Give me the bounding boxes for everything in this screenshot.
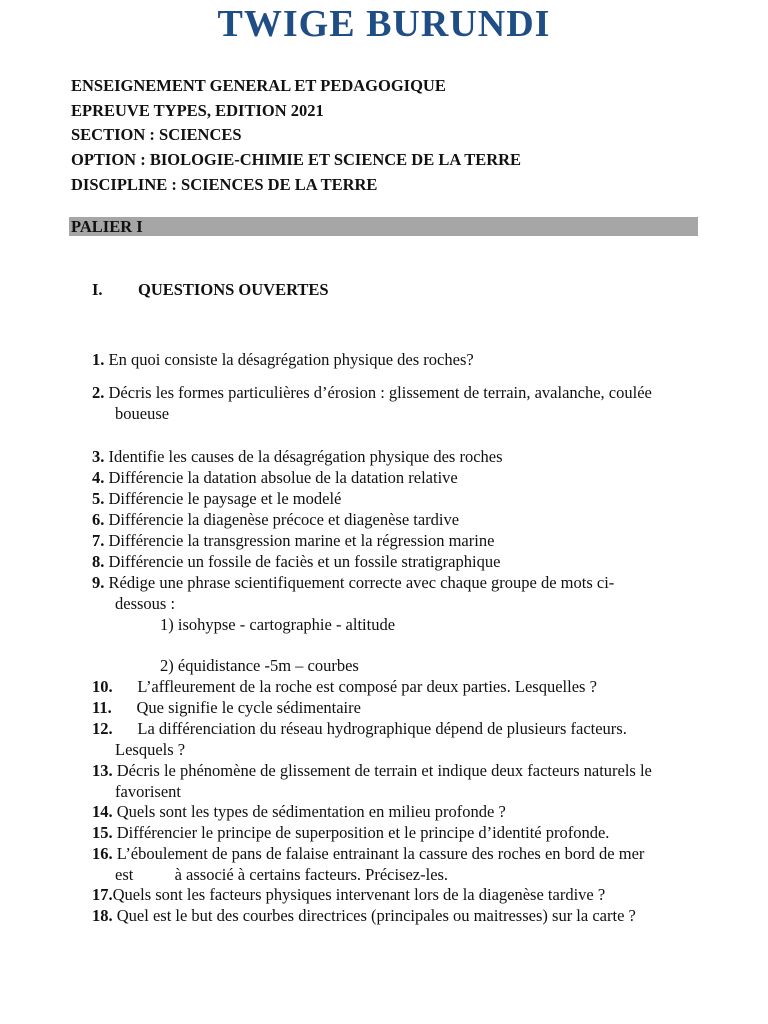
question-item	[92, 719, 702, 761]
question-item	[92, 677, 702, 698]
subitem: 1) isohypse - cartographie - altitude	[160, 615, 396, 634]
question-continuation: dessous :	[115, 593, 176, 613]
exam-header	[71, 74, 521, 198]
question-text: Différencie le paysage et le modelé	[108, 489, 342, 508]
question-number: 5.	[92, 489, 105, 508]
question-item	[92, 885, 702, 906]
question-text: Décris le phénomène de glissement de terrain et indique deux facteurs naturels le	[116, 761, 652, 780]
question-number: 10.	[92, 677, 113, 696]
brand-title: TWIGE BURUNDI	[217, 3, 551, 45]
question-text: Décris les formes particulières d’érosion : glissement de terrain, avalanche, coulée	[108, 383, 652, 402]
section-heading	[92, 280, 329, 300]
question-text: Différencier le principe de superposition et le principe d’identité profonde.	[116, 823, 610, 842]
palier-banner: PALIER I	[69, 217, 698, 236]
question-item	[92, 573, 702, 615]
question-text: Différencie la datation absolue de la datation relative	[108, 468, 458, 487]
header-line-section: SECTION : SCIENCES	[71, 125, 242, 145]
question-number: 12.	[92, 719, 113, 738]
question-item	[92, 510, 702, 531]
question-number: 17.	[92, 885, 113, 904]
question-item	[92, 906, 702, 927]
question-text: La différenciation du réseau hydrographique dépend de plusieurs facteurs.	[137, 719, 627, 738]
question-text: Différencie la transgression marine et la régression marine	[108, 531, 495, 550]
question-text: En quoi consiste la désagrégation physique des roches?	[108, 350, 474, 369]
question-number: 14.	[92, 802, 113, 821]
question-item	[92, 698, 702, 719]
question-number: 8.	[92, 552, 105, 571]
header-line-discipline: DISCIPLINE : SCIENCES DE LA TERRE	[71, 174, 378, 194]
question-item	[92, 823, 702, 844]
question-continuation: favorisent	[115, 781, 181, 801]
question-item	[92, 383, 702, 425]
question-number: 4.	[92, 468, 105, 487]
question-item	[92, 761, 702, 803]
question-number: 15.	[92, 823, 113, 842]
question-item	[92, 447, 702, 468]
header-line-level: ENSEIGNEMENT GENERAL ET PEDAGOGIQUE	[71, 76, 446, 95]
subitem: 2) équidistance -5m – courbes	[160, 656, 359, 675]
question-number: 2.	[92, 383, 105, 402]
question-item	[92, 844, 702, 886]
section-number: I.	[92, 280, 103, 299]
question-number: 16.	[92, 844, 113, 863]
question-number: 6.	[92, 510, 105, 529]
question-number: 18.	[92, 906, 113, 925]
question-text: Identifie les causes de la désagrégation physique des roches	[108, 447, 503, 466]
question-continuation: Lesquels ?	[115, 739, 186, 759]
question-text: L’éboulement de pans de falaise entrainant la cassure des roches en bord de mer	[116, 844, 645, 863]
question-continuation: boueuse	[115, 403, 170, 423]
question-continuation: est à associé à certains facteurs. Précisez-les.	[115, 864, 449, 884]
header-line-option: OPTION : BIOLOGIE-CHIMIE ET SCIENCE DE LA TERRE	[71, 150, 522, 170]
question-item	[92, 350, 702, 371]
question-item	[92, 468, 702, 489]
question-item	[92, 531, 702, 552]
question-item	[92, 802, 702, 823]
question-text: Quels sont les facteurs physiques intervenant lors de la diagenèse tardive ?	[112, 885, 606, 904]
question-text: Différencie un fossile de faciès et un fossile stratigraphique	[108, 552, 501, 571]
question-number: 9.	[92, 573, 105, 592]
question-number: 11.	[92, 698, 112, 717]
question-number: 7.	[92, 531, 105, 550]
question-item	[92, 489, 702, 510]
question-text: Rédige une phrase scientifiquement correcte avec chaque groupe de mots ci-	[108, 573, 615, 592]
question-text: Que signifie le cycle sédimentaire	[136, 698, 361, 717]
header-line-edition: EPREUVE TYPES, EDITION 2021	[71, 100, 324, 120]
question-number: 1.	[92, 350, 105, 369]
question-item	[92, 552, 702, 573]
question-text: Différencie la diagenèse précoce et diagenèse tardive	[108, 510, 460, 529]
section-title: QUESTIONS OUVERTES	[138, 280, 329, 299]
question-number: 3.	[92, 447, 105, 466]
question-text: L’affleurement de la roche est composé par deux parties. Lesquelles ?	[137, 677, 597, 696]
question-text: Quel est le but des courbes directrices (principales ou maitresses) sur la carte ?	[116, 906, 636, 925]
question-text: Quels sont les types de sédimentation en milieu profonde ?	[116, 802, 506, 821]
question-number: 13.	[92, 761, 113, 780]
